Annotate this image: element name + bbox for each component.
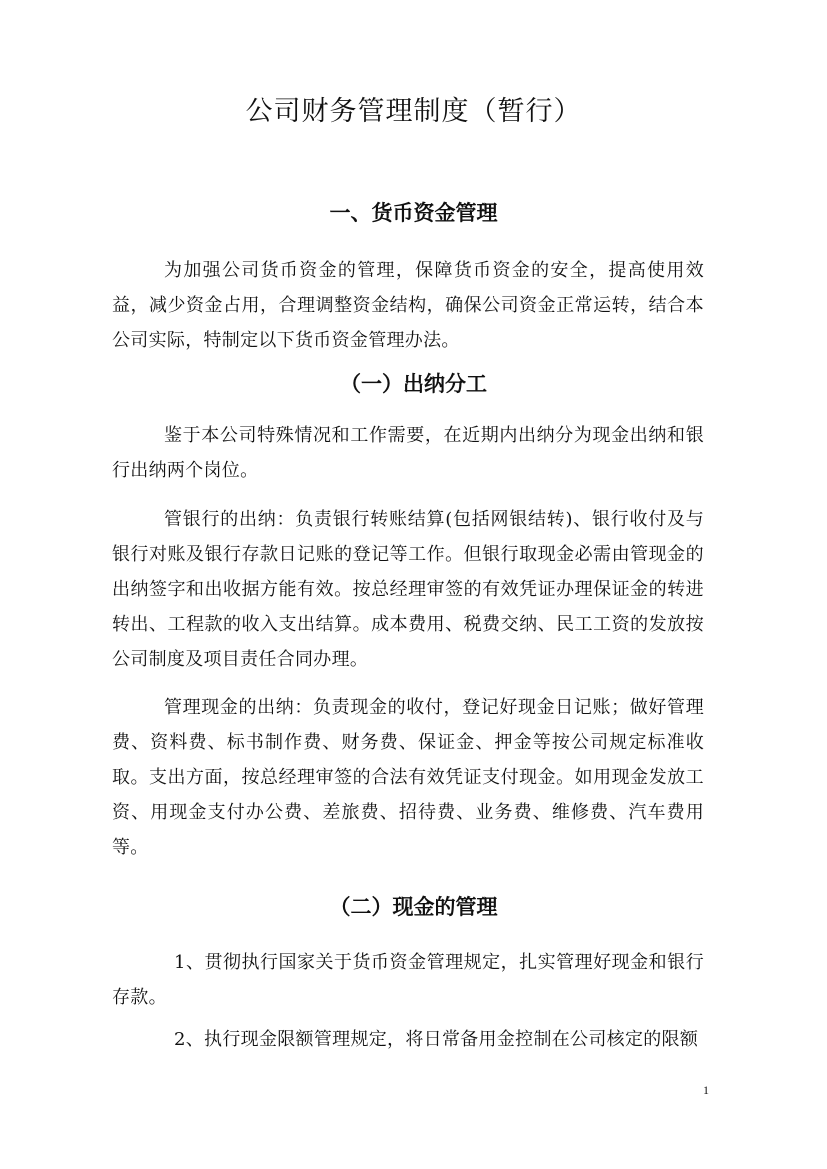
section-heading-currency-funds: 一、货币资金管理	[329, 201, 498, 225]
subsection-heading-cash-management: （二）现金的管理	[329, 895, 498, 919]
intro-paragraph: 为加强公司货币资金的管理，保障货币资金的安全，提高使用效益，减少资金占用，合理调整资金结构，确保公司资金正常运转，结合本公司实际，特制定以下货币资金管理办法。	[112, 260, 704, 351]
clause-item-1: 1、贯彻执行国家关于货币资金管理规定，扎实管理好现金和银行存款。	[112, 952, 704, 1008]
paragraph-cashier-split: 鉴于本公司特殊情况和工作需要，在近期内出纳分为现金出纳和银行出纳两个岗位。	[112, 425, 704, 481]
paragraph-bank-cashier: 管银行的出纳：负责银行转账结算(包括网银结转)、银行收付及与银行对账及银行存款日记账的登记等工作。但银行取现金必需由管现金的出纳签字和出收据方能有效。按总经理审签的有效凭证办理保证金的转进转出、工程款的收入支出结算。成本费用、税费交纳、民工工资的发放按公司制度及项目责任合同办理。	[112, 509, 704, 670]
clause-item-2: 2、执行现金限额管理规定，将日常备用金控制在公司核定的限额	[174, 1029, 699, 1050]
paragraph-cash-cashier: 管理现金的出纳：负责现金的收付，登记好现金日记账；做好管理费、资料费、标书制作费、财务费、保证金、押金等按公司规定标准收取。支出方面，按总经理审签的合法有效凭证支付现金。如用现金发放工资、用现金支付办公费、差旅费、招待费、业务费、维修费、汽车费用等。	[112, 697, 704, 858]
subsection-heading-cashier-division: （一）出纳分工	[340, 372, 487, 396]
page-number: 1	[703, 1083, 709, 1097]
document-title: 公司财务管理制度（暂行）	[245, 96, 582, 127]
